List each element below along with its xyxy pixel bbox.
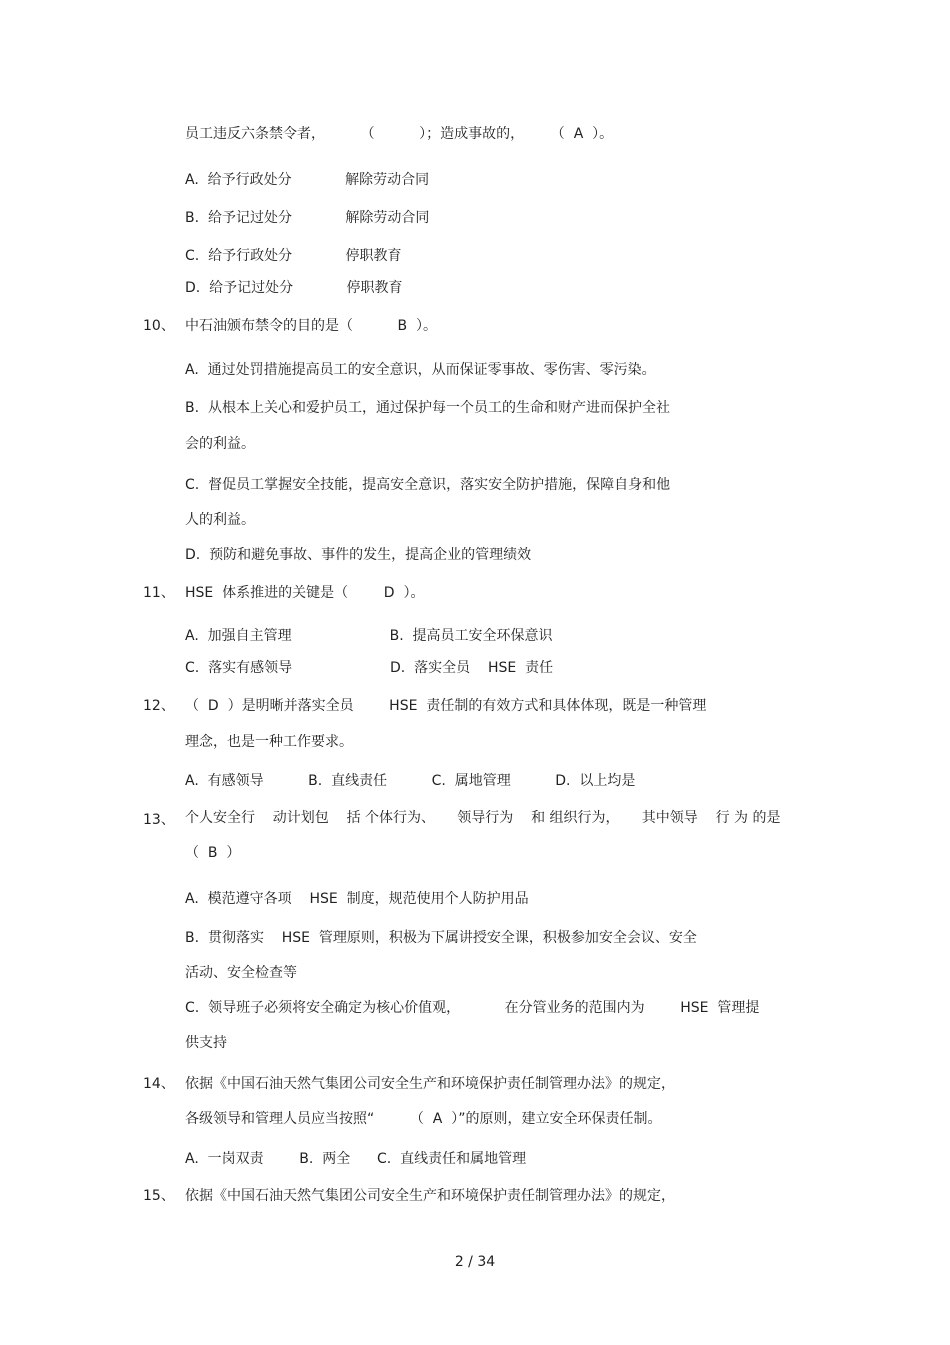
question-13-number: 13、: [143, 812, 175, 828]
question-11-number: 11、: [143, 585, 175, 601]
q13-option-b: B. 贯彻落实 HSE 管理原则，积极为下属讲授安全课，积极参加安全会议、安全: [185, 930, 697, 946]
question-13-text-cont: （ B ）: [185, 845, 241, 861]
question-9-text: 员工违反六条禁令者， （ ）；造成事故的， （ A ）。: [185, 126, 614, 142]
page-number: 2 / 34: [454, 1254, 496, 1270]
q12-options: A. 有感领导 B. 直线责任 C. 属地管理 D. 以上均是: [185, 773, 636, 789]
question-14-text: 依据《中国石油天然气集团公司安全生产和环境保护责任制管理办法》的规定，: [185, 1076, 675, 1092]
q9-option-a: A. 给予行政处分 解除劳动合同: [185, 172, 430, 188]
question-14-text-cont: 各级领导和管理人员应当按照“ （ A ）”的原则，建立安全环保责任制。: [185, 1111, 662, 1127]
q9-option-b: B. 给予记过处分 解除劳动合同: [185, 210, 430, 226]
question-10-text: 中石油颁布禁令的目的是（ B ）。: [185, 318, 438, 334]
q9-option-d: D. 给予记过处分 停职教育: [185, 280, 403, 296]
question-15-number: 15、: [143, 1188, 175, 1204]
question-15-text: 依据《中国石油天然气集团公司安全生产和环境保护责任制管理办法》的规定，: [185, 1188, 675, 1204]
q13-option-b-cont: 活动、安全检查等: [185, 965, 297, 981]
question-11-text: HSE 体系推进的关键是（ D ）。: [185, 585, 425, 601]
question-12-text: （ D ）是明晰并落实全员 HSE 责任制的有效方式和具体体现，既是一种管理: [185, 698, 707, 714]
q10-option-c: C. 督促员工掌握安全技能，提高安全意识，落实安全防护措施，保障自身和他: [185, 477, 671, 493]
q10-option-b-cont: 会的利益。: [185, 436, 255, 452]
q10-option-b: B. 从根本上关心和爱护员工，通过保护每一个员工的生命和财产进而保护全社: [185, 400, 670, 416]
question-12-number: 12、: [143, 698, 175, 714]
q10-option-d: D. 预防和避免事故、事件的发生，提高企业的管理绩效: [185, 547, 532, 563]
q13-option-c-cont: 供支持: [185, 1035, 227, 1051]
q14-options: A. 一岗双责 B. 两全 C. 直线责任和属地管理: [185, 1151, 527, 1167]
question-14-number: 14、: [143, 1076, 175, 1092]
q13-option-a: A. 模范遵守各项 HSE 制度，规范使用个人防护用品: [185, 891, 529, 907]
q11-options-ab: A. 加强自主管理 B. 提高员工安全环保意识: [185, 628, 553, 644]
question-12-text-cont: 理念，也是一种工作要求。: [185, 734, 353, 750]
q10-option-c-cont: 人的利益。: [185, 512, 255, 528]
q13-option-c: C. 领导班子必须将安全确定为核心价值观， 在分管业务的范围内为 HSE 管理提: [185, 1000, 760, 1016]
q11-options-cd: C. 落实有感领导 D. 落实全员 HSE 责任: [185, 660, 554, 676]
q10-option-a: A. 通过处罚措施提高员工的安全意识，从而保证零事故、零伤害、零污染。: [185, 362, 656, 378]
question-13-text: 个人安全行 动计划包 括 个体行为、 领导行为 和 组织行为， 其中领导 行 为 的是: [185, 810, 781, 826]
question-10-number: 10、: [143, 318, 175, 334]
q9-option-c: C. 给予行政处分 停职教育: [185, 248, 402, 264]
